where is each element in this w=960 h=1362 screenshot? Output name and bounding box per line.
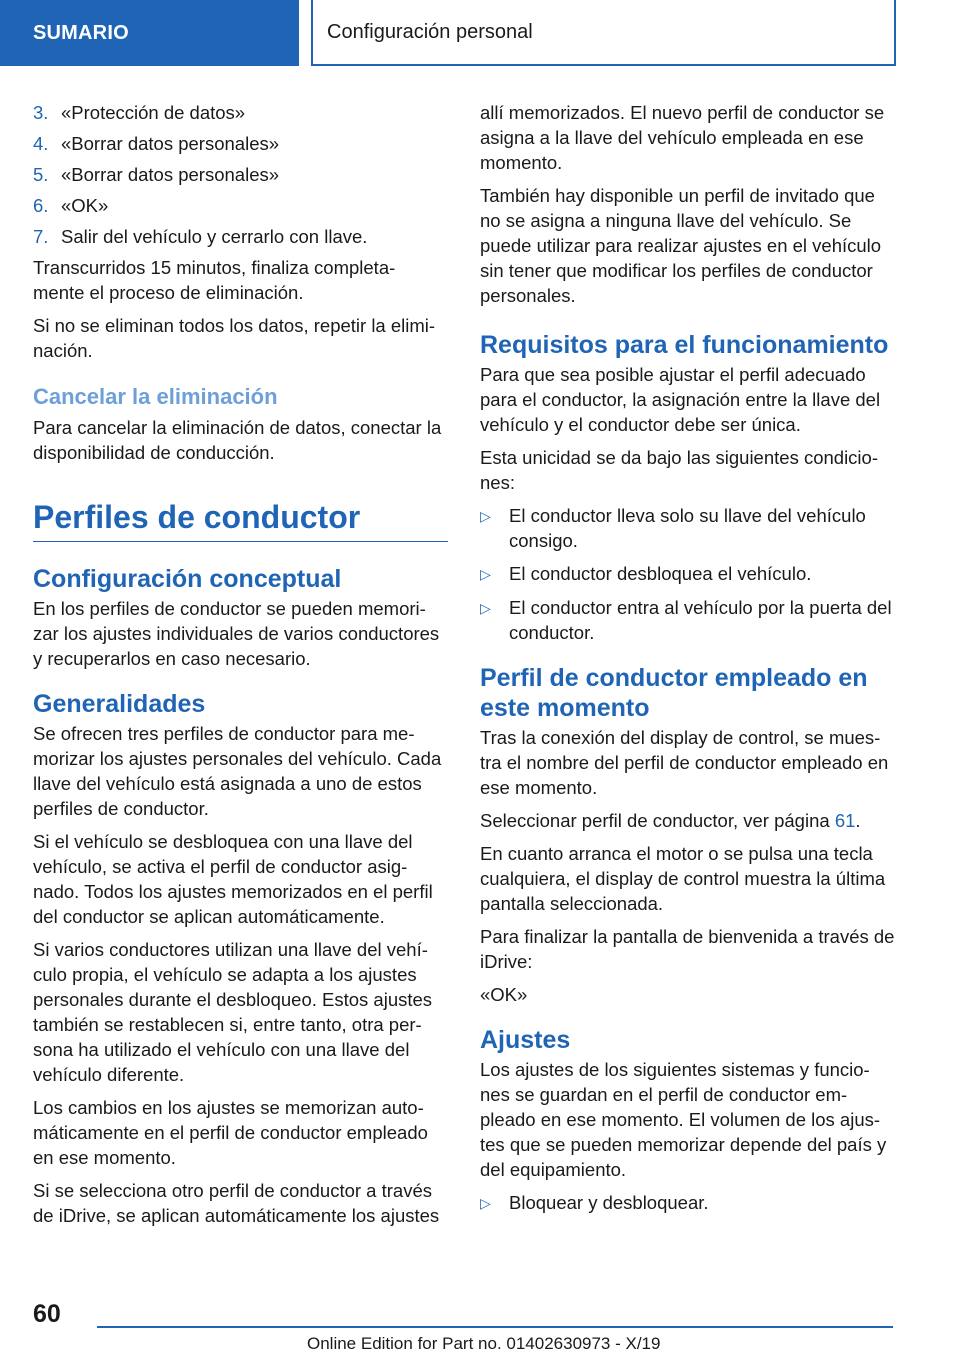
step-text: «OK» bbox=[61, 195, 109, 216]
paragraph: Si no se eliminan todos los datos, repetir la elimi‐ nación. bbox=[33, 315, 436, 361]
list-item bbox=[33, 162, 448, 187]
list-item bbox=[480, 1190, 898, 1216]
list-item bbox=[480, 561, 898, 587]
step-number: 5. bbox=[33, 164, 49, 185]
footer-divider bbox=[97, 1326, 893, 1328]
paragraph: Tras la conexión del display de control, se mues‐ tra el nombre del perfil de conductor empleado en ese momento. bbox=[480, 727, 889, 798]
list-item bbox=[33, 224, 448, 249]
triangle-bullet-icon: ▷ bbox=[480, 1195, 491, 1211]
paragraph: allí memorizados. El nuevo perfil de conductor se asigna a la llave del vehículo empleada en ese momento. bbox=[480, 102, 885, 173]
paragraph: Si se selecciona otro perfil de conductor a través de iDrive, se aplican automáticamente los ajustes bbox=[33, 1180, 440, 1226]
step-number: 4. bbox=[33, 133, 49, 154]
heading-requirements: Requisitos para el funcionamiento bbox=[480, 331, 889, 359]
paragraph: Si el vehículo se desbloquea con una llave del vehículo, se activa el perfil de conductor asig‐ nado. Todos los ajustes memorizados en el perfil del conductor se aplican automáticamente. bbox=[33, 831, 433, 927]
step-text: «Borrar datos personales» bbox=[61, 133, 280, 154]
settings-list bbox=[480, 1190, 898, 1216]
triangle-bullet-icon: ▷ bbox=[480, 508, 491, 524]
condition-text: El conductor desbloquea el vehículo. bbox=[509, 563, 812, 584]
section-title: Configuración personal bbox=[327, 20, 533, 43]
step-number: 3. bbox=[33, 102, 49, 123]
paragraph: Transcurridos 15 minutos, finaliza completa‐ mente el proceso de eliminación. bbox=[33, 257, 396, 303]
paragraph: Para que sea posible ajustar el perfil adecuado para el conductor, la asignación entre la llave del vehículo y el conductor debe ser única. bbox=[480, 364, 881, 435]
summary-tab[interactable] bbox=[0, 0, 299, 66]
paragraph: En los perfiles de conductor se pueden memori‐ zar los ajustes individuales de varios conductores y recuperarlos en caso necesario. bbox=[33, 598, 440, 669]
heading-current-profile: Perfil de conductor empleado en este momento bbox=[480, 664, 868, 722]
paragraph: También hay disponible un perfil de invitado que no se asigna a ninguna llave del vehículo. Se puede utilizar para realizar ajustes en el vehículo sin tener que modificar los perfiles de conductor personales. bbox=[480, 185, 882, 306]
paragraph: Los cambios en los ajustes se memorizan auto‐ máticamente en el perfil de conductor empleado en ese momento. bbox=[33, 1097, 428, 1168]
link-trail-text: . bbox=[855, 810, 861, 831]
paragraph-with-link bbox=[480, 808, 898, 833]
step-text: «Protección de datos» bbox=[61, 102, 246, 123]
steps-list bbox=[33, 100, 448, 249]
paragraph: Si varios conductores utilizan una llave del vehí‐ culo propia, el vehículo se adapta a los ajustes personales durante el desbloqueo. Estos ajustes también se restablecen si, entre tanto, otra per‐ sona ha utilizado el vehículo con una llave del vehículo diferente. bbox=[33, 939, 433, 1085]
left-column bbox=[33, 100, 448, 1236]
right-column bbox=[480, 100, 898, 1224]
step-text: Salir del vehículo y cerrarlo con llave. bbox=[61, 226, 368, 247]
list-item bbox=[33, 100, 448, 125]
paragraph: Se ofrecen tres perfiles de conductor para me‐ morizar los ajustes personales del vehículo. Cada llave del vehículo está asignada a uno de estos perfiles de conductor. bbox=[33, 723, 442, 819]
step-text: «Borrar datos personales» bbox=[61, 164, 280, 185]
edition-note: Online Edition for Part no. 01402630973 - X/19 bbox=[307, 1334, 661, 1353]
paragraph: Esta unicidad se da bajo las siguientes condicio‐ nes: bbox=[480, 447, 878, 493]
setting-text: Bloquear y desbloquear. bbox=[509, 1192, 709, 1213]
list-item bbox=[33, 131, 448, 156]
triangle-bullet-icon: ▷ bbox=[480, 600, 491, 616]
link-lead-text: Seleccionar perfil de conductor, ver página bbox=[480, 810, 835, 831]
step-number: 7. bbox=[33, 226, 49, 247]
triangle-bullet-icon: ▷ bbox=[480, 566, 491, 582]
section-tab bbox=[311, 0, 896, 66]
page-reference-link[interactable]: 61 bbox=[834, 810, 856, 831]
heading-general: Generalidades bbox=[33, 690, 206, 718]
condition-text: El conductor lleva solo su llave del vehículo consigo. bbox=[509, 505, 866, 551]
list-item bbox=[480, 595, 898, 645]
list-item bbox=[33, 193, 448, 218]
condition-text: El conductor entra al vehículo por la puerta del conductor. bbox=[509, 597, 892, 643]
paragraph: Para finalizar la pantalla de bienvenida a través de iDrive: bbox=[480, 926, 895, 972]
paragraph: Para cancelar la eliminación de datos, conectar la disponibilidad de conducción. bbox=[33, 417, 442, 463]
summary-tab-label: SUMARIO bbox=[33, 21, 129, 44]
heading-cancel-deletion: Cancelar la eliminación bbox=[33, 384, 278, 409]
page-header bbox=[0, 0, 960, 66]
paragraph: Los ajustes de los siguientes sistemas y funcio‐ nes se guardan en el perfil de conductor em‐ pleado en ese momento. El volumen de los ajus‐ tes que se pueden memorizar depende del país y del equipamiento. bbox=[480, 1059, 887, 1180]
page-number: 60 bbox=[33, 1300, 61, 1328]
list-item bbox=[480, 503, 898, 553]
heading-driver-profiles: Perfiles de conductor bbox=[33, 497, 448, 542]
heading-concept: Configuración conceptual bbox=[33, 565, 342, 593]
paragraph: «OK» bbox=[480, 984, 528, 1005]
heading-settings: Ajustes bbox=[480, 1026, 571, 1054]
paragraph: En cuanto arranca el motor o se pulsa una tecla cualquiera, el display de control muestra la última pantalla seleccionada. bbox=[480, 843, 886, 914]
conditions-list bbox=[480, 503, 898, 645]
step-number: 6. bbox=[33, 195, 49, 216]
